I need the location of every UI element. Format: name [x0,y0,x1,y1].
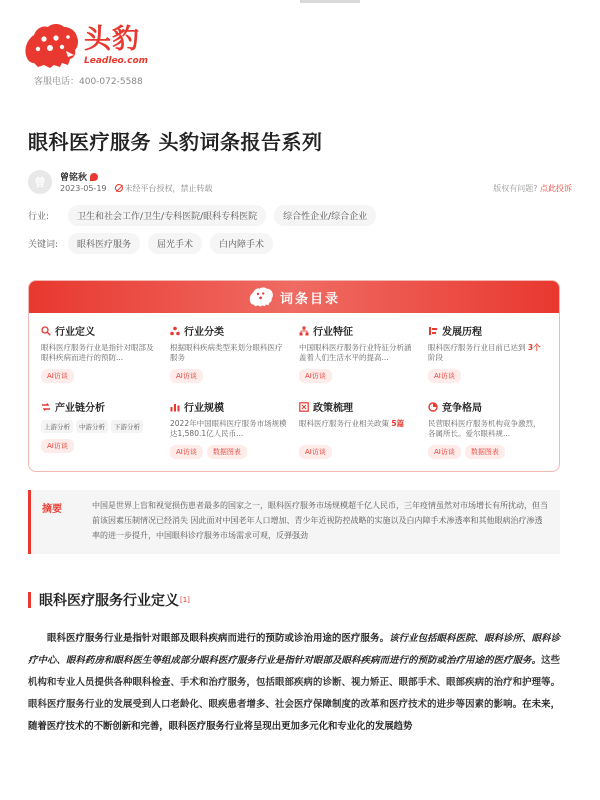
avatar-icon: 曾 [34,176,46,189]
service-phone: 客服电话：400-072-5588 [34,77,143,87]
chain-icon [41,402,51,412]
ai-interview-chip[interactable]: AI访谈 [428,369,461,383]
section-title: 眼科医疗服务行业定义 [39,593,179,609]
catalog-header [29,281,559,313]
section-header [28,590,190,610]
ai-interview-chip[interactable]: AI访谈 [41,439,74,453]
summary-label: 摘要 [42,504,62,515]
catalog-item-desc: 根据眼科疾病类型来划分眼科医疗服务 [170,343,283,362]
para-lead-bold: 眼科医疗服务行业是指针对眼部及眼科疾病而进行的预防或诊治用途的医疗服务。 [47,633,390,644]
search-icon [41,326,51,336]
catalog-item-definition[interactable] [41,323,160,387]
verified-badge-icon [90,173,98,181]
forbidden-icon [115,184,123,192]
industry-tag[interactable]: 卫生和社会工作/卫生/专科医院/眼科专科医院 [68,205,266,226]
catalog-item-name: 行业规模 [184,403,224,414]
publish-date: 2023-05-19 [60,184,107,193]
network-icon [299,326,309,336]
para-body: 这些机构和专业人员提供各种眼科检查、手术和治疗服务，包括眼部疾病的诊断、视力矫正、眼部手术、眼部疾病的治疗和护理等。眼科医疗服务行业的发展受到人口老龄化、眼疾患者增多、社会医疗保障制度的改革和医疗技术的进步等因素的影响。 [28,655,560,710]
desc-text: 眼科医疗服务行业目前已达到 [428,343,528,352]
ai-interview-chip[interactable]: AI访谈 [428,445,461,459]
keyword-tag-row [28,233,273,254]
keyword-tag[interactable]: 屈光手术 [148,233,202,254]
publish-meta [60,183,213,194]
ai-interview-chip[interactable]: AI访谈 [299,369,332,383]
upstream-chip[interactable]: 上游分析 [41,420,73,433]
industry-tag[interactable]: 综合性企业/综合企业 [274,205,376,226]
summary-accent-bar [28,490,31,554]
desc-highlight: 5篇 [391,419,405,428]
catalog-card [28,280,560,472]
catalog-item-history[interactable] [428,323,547,387]
brand-logo[interactable] [22,20,148,72]
ai-interview-chip[interactable]: AI访谈 [170,445,203,459]
ai-interview-chip[interactable]: AI访谈 [170,369,203,383]
ai-interview-chip[interactable]: AI访谈 [299,445,332,459]
catalog-item-name: 行业分类 [184,327,224,338]
page-title: 眼科医疗服务 头豹词条报告系列 [28,130,323,154]
catalog-item-chain[interactable] [41,399,160,463]
catalog-item-name: 产业链分析 [55,403,105,414]
catalog-item-name: 发展历程 [442,327,482,338]
ai-interview-chip[interactable]: AI访谈 [41,369,74,383]
footnote-ref[interactable]: [1] [180,596,190,604]
desc-text-end: 阶段 [428,353,443,362]
catalog-item-name: 行业定义 [55,327,95,338]
catalog-item-name: 竞争格局 [442,403,482,414]
catalog-item-name: 行业特征 [313,327,353,338]
catalog-item-desc: 眼科医疗服务行业是指针对眼部及眼科疾病而进行的预防... [41,343,154,362]
industry-tag-row [28,205,376,226]
catalog-item-classification[interactable] [170,323,289,387]
author-name[interactable] [60,170,98,183]
summary-text: 中国是世界上盲和视觉损伤患者最多的国家之一，眼科医疗服务市场规模超千亿人民币，三年疫情虽然对市场增长有所扰动，但当前该因素压制情况已经消失 因此面对中国老年人口增加、青少年近视防控战略的实施以及白内障手术渗透率和其他眼病治疗渗透率的进一步提升，中国眼科诊疗服务市场需求可观，反弹强劲 [92,501,548,540]
catalog-item-competition[interactable] [428,399,547,463]
keyword-tag[interactable]: 眼科医疗服务 [68,233,140,254]
midstream-chip[interactable]: 中游分析 [76,420,108,433]
leopard-logo-icon [22,21,80,71]
avatar[interactable] [28,170,52,194]
industry-label: 行业: [28,212,50,222]
catalog-item-policy[interactable] [299,399,418,463]
leopard-icon [248,286,274,308]
catalog-item-desc: 民营眼科医疗服务机构竞争激烈，各属所长。爱尔眼科规... [428,419,541,438]
catalog-item-desc: 2022年中国眼科医疗服务市场规模达1,580.1亿人民币... [170,419,287,438]
catalog-item-market-size[interactable] [170,399,289,463]
copyright-report [493,183,572,194]
timeline-icon [428,326,438,336]
brand-wordmark [84,25,148,67]
brand-name-cn: 头豹 [84,24,140,55]
author-row [28,170,572,198]
catalog-item-desc [299,419,418,439]
bar-chart-icon [170,402,180,412]
brand-name-en: Leadleo.com [84,56,149,66]
summary-box [28,490,560,554]
author-name-text: 曾铭秋 [60,173,88,183]
desc-text: 眼科医疗服务行业相关政策 [299,419,392,428]
people-icon [170,326,180,336]
keyword-tag[interactable]: 白内障手术 [210,233,273,254]
catalog-item-desc [428,343,547,363]
cropped-header-line [300,0,360,3]
keyword-label: 关键词: [28,240,59,250]
downstream-chip[interactable]: 下游分析 [111,420,143,433]
data-chart-chip[interactable]: 数据图表 [207,445,247,459]
report-link[interactable]: 点此投诉 [540,184,572,193]
definition-paragraph [28,628,560,738]
section-accent-bar [28,592,31,608]
para-closing-bold: 在未来，随着医疗技术的不断创新和完善，眼科医疗服务行业将呈现出更加多元化和专业化的发展趋势 [28,699,560,732]
report-question: 版权有问题? [493,184,538,193]
catalog-item-desc: 中国眼科医疗服务行业特征分析涵盖着人们生活水平的提高... [299,343,412,362]
para-bold-italic: 该行业包括眼科医院、眼科诊所、眼科诊疗中心、眼科药房和眼科医生等组成部分眼科医疗服务行业是指针对眼部及眼科疾病而进行的预防或治疗用途的医疗服务。 [28,633,560,666]
catalog-title: 词条目录 [279,291,340,307]
copyright-notice: 未经平台授权，禁止转载 [124,184,213,193]
pie-icon [428,402,438,412]
policy-icon [299,402,309,412]
desc-highlight: 3个 [527,343,541,352]
data-chart-chip[interactable]: 数据图表 [465,445,505,459]
catalog-grid [41,323,547,463]
catalog-item-features[interactable] [299,323,418,387]
catalog-item-name: 政策梳理 [313,403,353,414]
